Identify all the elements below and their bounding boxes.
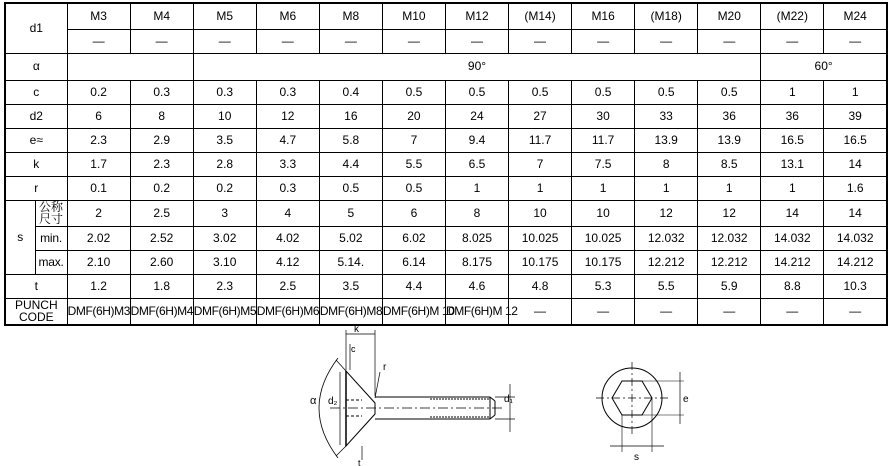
label-r: r (383, 362, 387, 373)
table-row (5, 274, 887, 298)
value-cell: 16.5 (824, 128, 887, 152)
punch-code-cell: DMF(6H)M 12 (445, 298, 508, 325)
value-cell: 5.8 (319, 128, 382, 152)
row-label-min: min. (35, 226, 67, 250)
size-header: (M22) (761, 3, 824, 29)
value-cell: 0.5 (382, 176, 445, 200)
value-cell: 11.7 (509, 128, 572, 152)
row-label-d2: d2 (5, 104, 67, 128)
value-cell: 14.032 (824, 226, 887, 250)
value-cell: 4.4 (319, 152, 382, 176)
table-row (5, 176, 887, 200)
value-cell: 1.6 (824, 176, 887, 200)
table-row (5, 152, 887, 176)
alpha-90-cell: 90° (193, 53, 761, 80)
value-cell: 24 (445, 104, 508, 128)
value-cell: 0.3 (130, 80, 193, 104)
value-cell: 0.5 (445, 80, 508, 104)
dash-cell: — (382, 29, 445, 53)
punch-code-cell: DMF(6H)M6 (256, 298, 319, 325)
value-cell: 9.4 (445, 128, 508, 152)
value-cell: 10 (572, 200, 635, 226)
alpha-label: α (5, 53, 67, 80)
value-cell: 14.212 (824, 250, 887, 274)
value-cell: 0.2 (193, 176, 256, 200)
punch-code-cell: — (824, 298, 887, 325)
value-cell: 0.4 (319, 80, 382, 104)
value-cell: 4.4 (382, 274, 445, 298)
dash-cell: — (635, 29, 698, 53)
value-cell: 5.3 (572, 274, 635, 298)
value-cell: 10.175 (572, 250, 635, 274)
punch-code-cell: DMF(6H)M4 (130, 298, 193, 325)
value-cell: 3.10 (193, 250, 256, 274)
label-e: e (683, 394, 689, 405)
value-cell: 5.5 (382, 152, 445, 176)
value-cell: 2 (67, 200, 130, 226)
label-alpha: α (310, 395, 317, 407)
table-row (5, 226, 887, 250)
value-cell: 16.5 (761, 128, 824, 152)
value-cell: 2.3 (193, 274, 256, 298)
value-cell: 4.7 (256, 128, 319, 152)
value-cell: 7.5 (572, 152, 635, 176)
punch-code-cell: DMF(6H)M5 (193, 298, 256, 325)
value-cell: 0.5 (509, 80, 572, 104)
value-cell: 0.2 (67, 80, 130, 104)
value-cell: 8 (635, 152, 698, 176)
value-cell: 5.9 (698, 274, 761, 298)
label-d2: d₂ (328, 396, 338, 407)
alpha-empty-cell (67, 53, 193, 80)
value-cell: 14.032 (761, 226, 824, 250)
dash-cell: — (130, 29, 193, 53)
value-cell: 0.5 (382, 80, 445, 104)
value-cell: 1.2 (67, 274, 130, 298)
value-cell: 13.9 (635, 128, 698, 152)
socket-end-view (596, 362, 684, 452)
value-cell: 14 (824, 200, 887, 226)
size-header: M6 (256, 3, 319, 29)
dash-cell: — (319, 29, 382, 53)
dash-cell: — (445, 29, 508, 53)
value-cell: 2.5 (256, 274, 319, 298)
value-cell: 8.8 (761, 274, 824, 298)
value-cell: 12.212 (698, 250, 761, 274)
value-cell: 13.9 (698, 128, 761, 152)
value-cell: 8 (130, 104, 193, 128)
value-cell: 16 (319, 104, 382, 128)
value-cell: 13.1 (761, 152, 824, 176)
value-cell: 0.5 (635, 80, 698, 104)
value-cell: 0.3 (193, 80, 256, 104)
value-cell: 5.5 (635, 274, 698, 298)
label-d1: d₁ (504, 394, 513, 405)
table-row (5, 200, 887, 226)
size-header: M16 (572, 3, 635, 29)
value-cell: 14 (824, 152, 887, 176)
value-cell: 12 (256, 104, 319, 128)
label-t: t (358, 458, 361, 466)
row-label-max: max. (35, 250, 67, 274)
size-header: M5 (193, 3, 256, 29)
value-cell: 33 (635, 104, 698, 128)
value-cell: 27 (509, 104, 572, 128)
dash-cell: — (193, 29, 256, 53)
value-cell: 2.8 (193, 152, 256, 176)
size-header: M10 (382, 3, 445, 29)
value-cell: 10.3 (824, 274, 887, 298)
value-cell: 11.7 (572, 128, 635, 152)
value-cell: 3.5 (193, 128, 256, 152)
punch-code-cell: — (572, 298, 635, 325)
value-cell: 1 (572, 176, 635, 200)
value-cell: 6.14 (382, 250, 445, 274)
row-label-t: t (5, 274, 67, 298)
value-cell: 14.212 (761, 250, 824, 274)
value-cell: 2.02 (67, 226, 130, 250)
screw-head (346, 371, 375, 446)
value-cell: 1.8 (130, 274, 193, 298)
value-cell: 1 (509, 176, 572, 200)
punch-code-cell: — (761, 298, 824, 325)
d1-label: d1 (5, 3, 67, 53)
dash-cell: — (67, 29, 130, 53)
value-cell: 1 (698, 176, 761, 200)
value-cell: 2.9 (130, 128, 193, 152)
value-cell: 36 (761, 104, 824, 128)
value-cell: 39 (824, 104, 887, 128)
table-row (5, 298, 887, 325)
value-cell: 8.175 (445, 250, 508, 274)
dimension-table (4, 2, 888, 326)
value-cell: 4.02 (256, 226, 319, 250)
value-cell: 1 (824, 80, 887, 104)
punch-label-line2: CODE (18, 310, 54, 325)
value-cell: 12 (698, 200, 761, 226)
value-cell: 0.2 (130, 176, 193, 200)
label-c: c (351, 344, 356, 354)
dash-cell: — (572, 29, 635, 53)
value-cell: 8.5 (698, 152, 761, 176)
punch-code-cell: — (698, 298, 761, 325)
value-cell: 3.02 (193, 226, 256, 250)
label-k: k (354, 324, 359, 335)
value-cell: 2.5 (130, 200, 193, 226)
value-cell: 6.02 (382, 226, 445, 250)
dash-cell: — (509, 29, 572, 53)
row-label-r: r (5, 176, 67, 200)
value-cell: 12.032 (698, 226, 761, 250)
value-cell: 0.3 (256, 176, 319, 200)
size-header: M12 (445, 3, 508, 29)
value-cell: 20 (382, 104, 445, 128)
punch-code-cell: DMF(6H)M8 (319, 298, 382, 325)
value-cell: 4 (256, 200, 319, 226)
value-cell: 7 (382, 128, 445, 152)
value-cell: 2.3 (67, 128, 130, 152)
value-cell: 0.3 (256, 80, 319, 104)
value-cell: 1 (761, 176, 824, 200)
dash-cell: — (824, 29, 887, 53)
value-cell: 8 (445, 200, 508, 226)
row-label-k: k (5, 152, 67, 176)
value-cell: 10 (509, 200, 572, 226)
value-cell: 1 (761, 80, 824, 104)
size-header: M8 (319, 3, 382, 29)
label-s: s (634, 452, 639, 463)
size-header: M24 (824, 3, 887, 29)
row-label-s: s (5, 200, 35, 274)
value-cell: 6.5 (445, 152, 508, 176)
value-cell: 10 (193, 104, 256, 128)
value-cell: 2.3 (130, 152, 193, 176)
punch-code-cell: — (509, 298, 572, 325)
value-cell: 8.025 (445, 226, 508, 250)
value-cell: 0.1 (67, 176, 130, 200)
value-cell: 2.10 (67, 250, 130, 274)
value-cell: 5.02 (319, 226, 382, 250)
value-cell: 5.14. (319, 250, 382, 274)
value-cell: 4.12 (256, 250, 319, 274)
value-cell: 30 (572, 104, 635, 128)
value-cell: 1 (445, 176, 508, 200)
value-cell: 0.5 (698, 80, 761, 104)
punch-code-cell: — (635, 298, 698, 325)
row-label-e: e≈ (5, 128, 67, 152)
value-cell: 4.8 (509, 274, 572, 298)
size-header: (M18) (635, 3, 698, 29)
value-cell: 3.3 (256, 152, 319, 176)
value-cell: 5 (319, 200, 382, 226)
screw-side-view (319, 330, 515, 460)
punch-code-cell: DMF(6H)M 10 (382, 298, 445, 325)
dash-cell: — (698, 29, 761, 53)
punch-code-cell: DMF(6H)M3 (67, 298, 130, 325)
value-cell: 12.212 (635, 250, 698, 274)
dash-cell: — (256, 29, 319, 53)
punch-code-label (5, 298, 67, 325)
dash-cell: — (761, 29, 824, 53)
value-cell: 3.5 (319, 274, 382, 298)
value-cell: 12 (635, 200, 698, 226)
row-label-c: c (5, 80, 67, 104)
size-header: M4 (130, 3, 193, 29)
size-header: (M14) (509, 3, 572, 29)
value-cell: 10.025 (572, 226, 635, 250)
value-cell: 3 (193, 200, 256, 226)
value-cell: 10.175 (509, 250, 572, 274)
value-cell: 6 (382, 200, 445, 226)
row-label-nominal: 公称尺寸 (35, 200, 67, 226)
value-cell: 0.5 (572, 80, 635, 104)
size-header: M3 (67, 3, 130, 29)
value-cell: 1 (635, 176, 698, 200)
value-cell: 36 (698, 104, 761, 128)
table-row (5, 128, 887, 152)
value-cell: 7 (509, 152, 572, 176)
alpha-60-cell: 60° (761, 53, 887, 80)
technical-drawing (0, 322, 892, 466)
value-cell: 6 (67, 104, 130, 128)
value-cell: 1.7 (67, 152, 130, 176)
table-row (5, 104, 887, 128)
value-cell: 0.5 (319, 176, 382, 200)
punch-label-line1: PUNCH (14, 297, 58, 312)
value-cell: 14 (761, 200, 824, 226)
table-row (5, 80, 887, 104)
size-header: M20 (698, 3, 761, 29)
value-cell: 4.6 (445, 274, 508, 298)
table-row (5, 250, 887, 274)
value-cell: 10.025 (509, 226, 572, 250)
value-cell: 2.52 (130, 226, 193, 250)
value-cell: 12.032 (635, 226, 698, 250)
value-cell: 2.60 (130, 250, 193, 274)
